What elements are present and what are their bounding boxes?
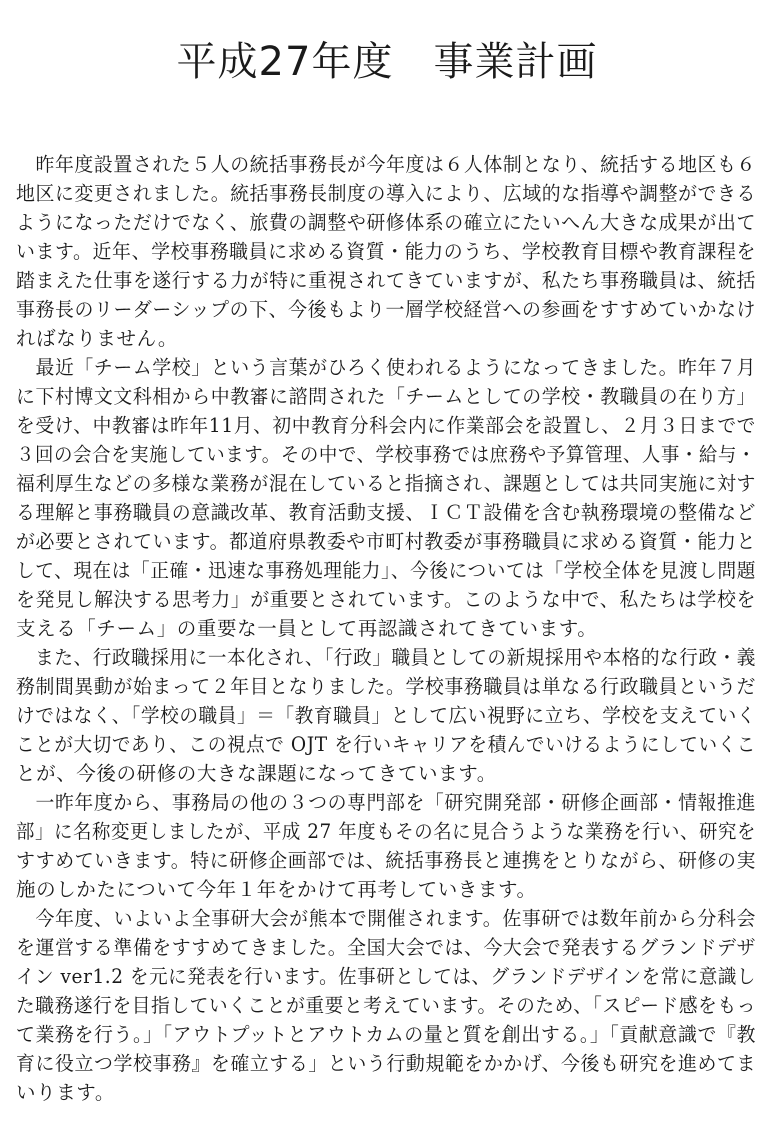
paragraph-line: すすめていきます。特に研修企画部では、統括事務長と連携をとりながら、研修の実 bbox=[16, 849, 757, 872]
body-text bbox=[16, 150, 756, 1107]
paragraph-line: 事務長のリーダーシップの下、今後もより一層学校経営への参画をすすめていかなけ bbox=[16, 298, 757, 321]
paragraph-line: いります。 bbox=[16, 1081, 115, 1104]
paragraph-line: 福利厚生などの多様な業務が混在していると指摘され、課題としては共同実施に対す bbox=[16, 472, 756, 495]
title-year: 平成27年度 bbox=[176, 39, 394, 85]
paragraph-line: ればなりません。 bbox=[16, 327, 178, 350]
paragraph-line: を発見し解決する思考力」が重要とされています。このような中で、私たちは学校を bbox=[16, 588, 756, 611]
paragraph-line: ようになっただけでなく、旅費の調整や研修体系の確立にたいへん大きな成果が出て bbox=[16, 211, 756, 234]
paragraph-line: 今年度、いよいよ全事研大会が熊本で開催されます。佐事研では数年前から分科会 bbox=[16, 907, 756, 930]
paragraph-line: 支える「チーム」の重要な一員として再認識されてきています。 bbox=[16, 617, 598, 640]
paragraph-line: イン ver1.2 を元に発表を行います。佐事研としては、グランドデザインを常に意識し bbox=[16, 965, 756, 988]
paragraph-line: して、現在は「正確・迅速な事務処理能力」、今後については「学校全体を見渡し問題 bbox=[16, 559, 756, 582]
paragraph-line: また、行政職採用に一本化され、「行政」職員としての新規採用や本格的な行政・義 bbox=[16, 646, 756, 669]
paragraph-line: 務制間異動が始まって２年目となりました。学校事務職員は単なる行政職員というだ bbox=[16, 675, 756, 698]
paragraph-line: けではなく、「学校の職員」＝「教育職員」として広い視野に立ち、学校を支えていく bbox=[16, 704, 757, 727]
paragraph-line: が必要とされています。都道府県教委や市町村教委が事務職員に求める資質・能力と bbox=[16, 530, 756, 553]
paragraph-2 bbox=[16, 353, 756, 643]
paragraph-line: 一昨年度から、事務局の他の３つの専門部を「研究開発部・研修企画部・情報推進 bbox=[16, 791, 756, 814]
title-subject: 事業計画 bbox=[433, 39, 598, 85]
paragraph-line: 踏まえた仕事を遂行する力が特に重視されてきていますが、私たち事務職員は、統括 bbox=[16, 269, 756, 292]
paragraph-line: 地区に変更されました。統括事務長制度の導入により、広域的な指導や調整ができる bbox=[16, 182, 756, 205]
paragraph-line: 昨年度設置された５人の統括事務長が今年度は６人体制となり、統括する地区も６ bbox=[16, 153, 756, 176]
paragraph-line: 部」に名称変更しましたが、平成 27 年度もその名に見合うような業務を行い、研究を bbox=[16, 820, 756, 843]
paragraph-line: とが、今後の研修の大きな課題になってきています。 bbox=[16, 762, 497, 785]
paragraph-line: ３回の会合を実施しています。その中で、学校事務では庶務や予算管理、人事・給与・ bbox=[16, 443, 756, 466]
paragraph-line: た職務遂行を目指していくことが重要と考えています。そのため、「スピード感をもっ bbox=[16, 994, 757, 1017]
paragraph-line: 最近「チーム学校」という言葉がひろく使われるようになってきました。昨年７月 bbox=[16, 356, 756, 379]
paragraph-line: ことが大切であり、この視点で OJT を行いキャリアを積んでいけるようにしていくこ bbox=[16, 733, 756, 756]
paragraph-line: を受け、中教審は昨年11月、初中教育分科会内に作業部会を設置し、２月３日までで bbox=[16, 414, 757, 437]
page-title bbox=[0, 34, 774, 90]
paragraph-line: います。近年、学校事務職員に求める資質・能力のうち、学校教育目標や教育課程を bbox=[16, 240, 756, 263]
paragraph-line: る理解と事務職員の意識改革、教育活動支援、ＩＣＴ設備を含む執務環境の整備など bbox=[16, 501, 756, 524]
paragraph-5 bbox=[16, 904, 756, 1107]
paragraph-1 bbox=[16, 150, 756, 353]
paragraph-3 bbox=[16, 643, 756, 788]
paragraph-line: 施のしかたについて今年１年をかけて再考していきます。 bbox=[16, 878, 537, 901]
paragraph-line: 育に役立つ学校事務』を確立する」という行動規範をかかげ、今後も研究を進めてま bbox=[16, 1052, 756, 1075]
paragraph-4 bbox=[16, 788, 756, 904]
paragraph-line: て業務を行う。」「アウトプットとアウトカムの量と質を創出する。」「貢献意識で『教 bbox=[16, 1023, 756, 1046]
paragraph-line: に下村博文文科相から中教審に諮問された「チームとしての学校・教職員の在り方」 bbox=[16, 385, 756, 408]
paragraph-line: を運営する準備をすすめてきました。全国大会では、今大会で発表するグランドデザ bbox=[16, 936, 757, 959]
